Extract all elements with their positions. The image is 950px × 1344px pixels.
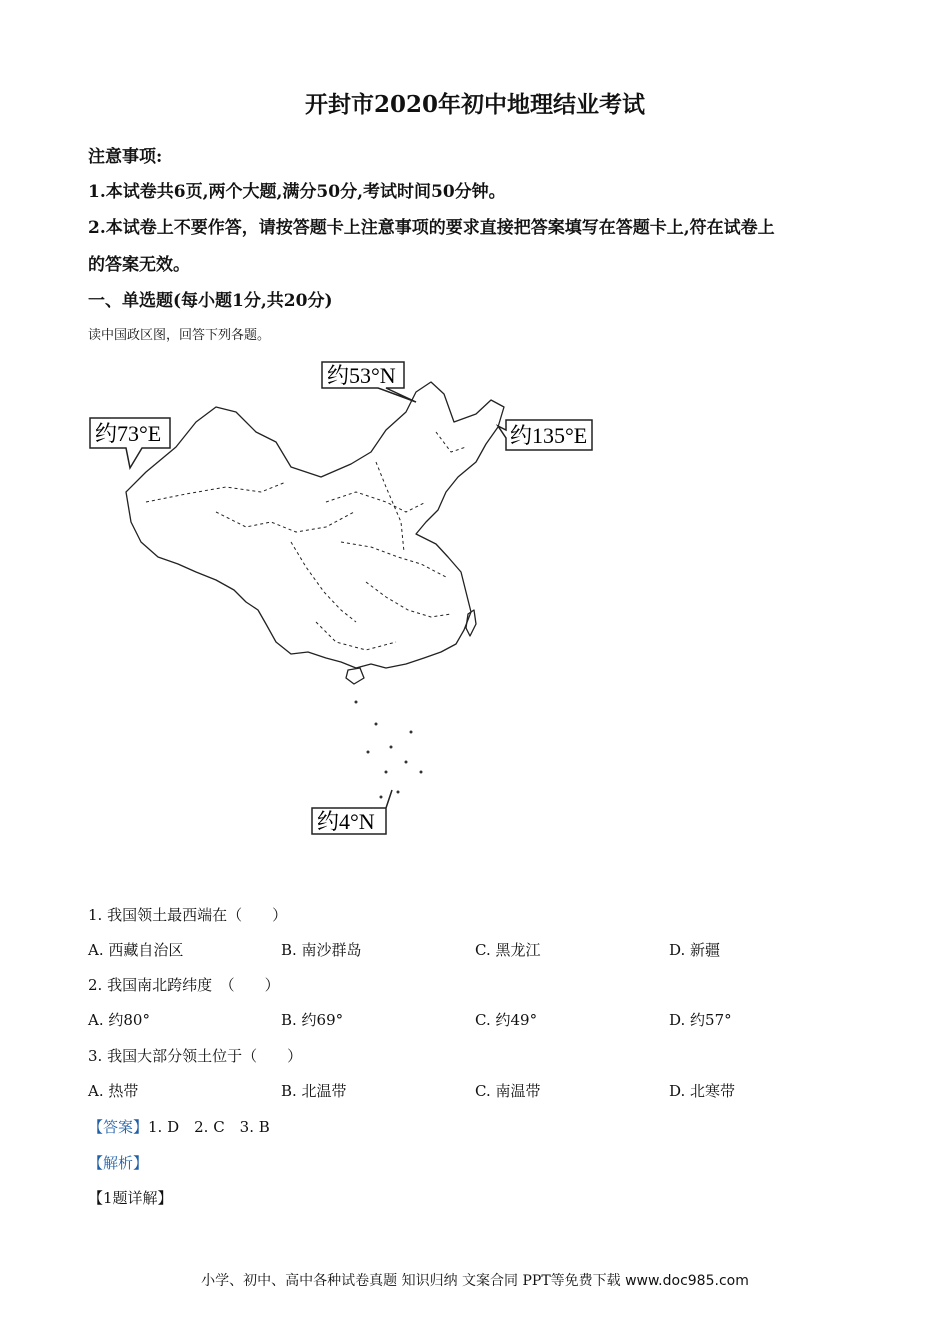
notice-item-2-cont: 的答案无效。 — [88, 255, 190, 275]
footer-text: 小学、初中、高中各种试卷真题 知识归纳 文案合同 PPT等免费下载 — [201, 1273, 621, 1289]
label-north: 约53°N — [327, 363, 396, 388]
question-3-option-b: B. 北温带 — [281, 1082, 347, 1100]
question-1-option-a: A. 西藏自治区 — [88, 941, 184, 959]
page-title: 开封市2020年初中地理结业考试 — [304, 91, 645, 118]
taiwan-island — [466, 610, 476, 636]
question-1-stem: 1. 我国领土最西端在（ ） — [88, 906, 288, 924]
question-2-stem: 2. 我国南北跨纬度 （ ） — [88, 976, 280, 994]
label-east: 约135°E — [510, 423, 588, 448]
question-2-option-d: D. 约57° — [669, 1011, 732, 1029]
notice-heading: 注意事项: — [88, 147, 163, 167]
question-3-option-a: A. 热带 — [88, 1082, 139, 1100]
question-2-option-a: A. 约80° — [88, 1011, 150, 1029]
detail-tag: 【1题详解】 — [88, 1189, 173, 1207]
notice-item-1: 1.本试卷共6页,两个大题,满分50分,考试时间50分钟。 — [88, 182, 506, 202]
instruction-text: 读中国政区图，回答下列各题。 — [88, 328, 271, 343]
question-3-option-c: C. 南温带 — [475, 1082, 541, 1100]
question-1-option-d: D. 新疆 — [669, 941, 721, 959]
answer-line — [88, 1116, 270, 1137]
question-1-option-b: B. 南沙群岛 — [281, 941, 362, 959]
label-west: 约73°E — [95, 421, 162, 446]
mainland-outline — [126, 382, 504, 668]
hainan-island — [346, 668, 364, 684]
answer-tag: 【答案】 — [88, 1118, 149, 1136]
question-3-stem: 3. 我国大部分领土位于（ ） — [88, 1047, 303, 1065]
notice-item-2: 2.本试卷上不要作答，请按答题卡上注意事项的要求直接把答案填写在答题卡上,符在试卷上 — [88, 218, 775, 238]
question-3-option-d: D. 北寒带 — [669, 1082, 736, 1100]
china-map — [86, 352, 606, 842]
answer-text: 1. D 2. C 3. B — [148, 1118, 270, 1136]
footer-url[interactable]: www.doc985.com — [625, 1273, 749, 1289]
page-footer — [0, 1270, 950, 1290]
question-2-option-b: B. 约69° — [281, 1011, 344, 1029]
label-south: 约4°N — [317, 809, 375, 834]
question-1-option-c: C. 黑龙江 — [475, 941, 541, 959]
china-outline-map — [86, 352, 606, 842]
analysis-tag: 【解析】 — [88, 1154, 149, 1172]
section-heading: 一、单选题(每小题1分,共20分) — [88, 291, 333, 311]
question-2-option-c: C. 约49° — [475, 1011, 538, 1029]
